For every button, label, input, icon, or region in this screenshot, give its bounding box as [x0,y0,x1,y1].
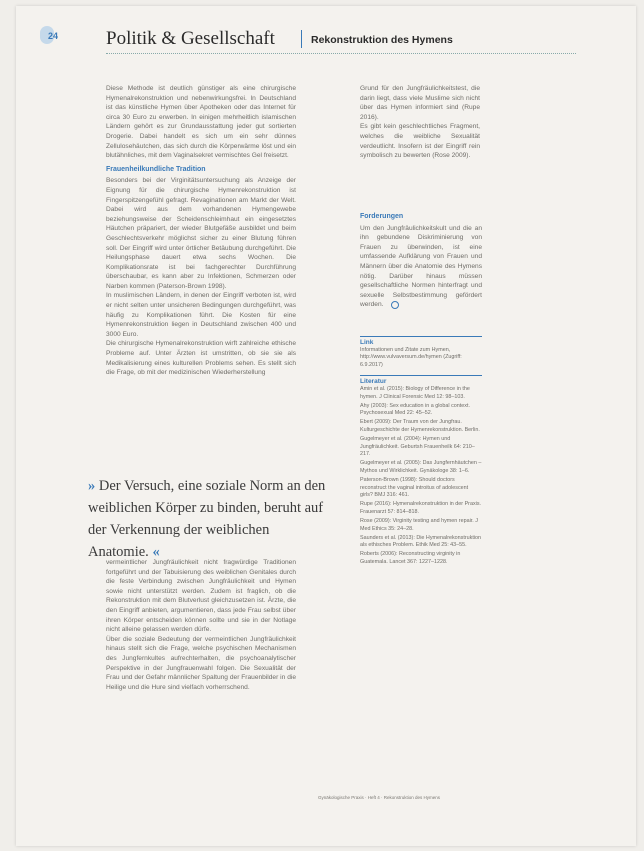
reference-item: Gugelmeyer et al. (2005): Das Jungfernhäutchen – Mythos und Wirklichkeit. Gynäkologe 38: 1–6. [360,460,482,474]
link-heading: Link [360,339,374,346]
reference-item: Saunders et al. (2013): Die Hymenalrekonstruktion als ethisches Problem. Ethik Med 25: 43–55. [360,534,482,549]
right-paragraph-2: Es gibt kein geschlechtliches Fragment, welches die weibliche Sexualität verdeutlicht. Insofern ist der Eingriff rein symbolisch zu bewerten (Rose 2009). [360,123,480,160]
sidebar-divider [360,336,482,337]
column-left-top [106,84,296,378]
link-text[interactable]: Informationen und Zitate zum Hymen, http://www.vulvaversum.de/hymen (Zugriff: 6.9.2017) [360,346,462,368]
page-number: 24 [48,31,59,41]
section-heading: Frauenheilkundliche Tradition [106,165,206,173]
section-paragraph-3: Die chirurgische Hymenalrekonstruktion wirft zahlreiche ethische Probleme auf. Unter Ärzten ist umstritten, ob sie sie als Medikalisierung eines kulturellen Problems sehen. Es stellt sich die Frage, ob mit der medizinischen Wiederherstellung [106,340,296,377]
reference-item: Ahy (2003): Sex education in a global context. Psychosexual Med 22: 45–52. [360,402,470,417]
intro-paragraph: Diese Methode ist deutlich günstiger als eine chirurgische Hymenalrekonstruktion und nebenwirkungsfrei. In Deutschland ist das künstliche Hymen über Apotheken oder das Internet für circa 30 Euro zu erwerben. In einigen mehrheitlich islamischen Ländern gehört es zur Grundausstattung jeder gut sortierten Drogerie. Dabei handelt es sich um ein sehr dünnes Zellulosehäutchen, das sich durch die Körperwärme löst und ein blutähnliches, mit dem Vaginalsekret vermischtes Gel freisetzt. [106,85,296,160]
quote-close-icon: « [152,544,160,560]
sidebar-divider-2 [360,375,482,376]
quote-open-icon: » [88,478,96,494]
pull-quote-text: Der Versuch, eine soziale Norm an den weiblichen Körper zu binden, beruht auf der Verkennung der weiblichen Anatomie. [88,478,326,560]
literature-heading: Literatur [360,378,387,386]
column-left-bottom [106,558,296,692]
section-paragraph: Besonders bei der Virginitätsuntersuchung als Anzeige der Eignung für die chirurgische Hymenrekonstruktion ist Fingerspitzengefühl gefragt. Revaginationen am Markt der Welt. Dabei wird aus dem vorhandenen Hymengewebe beziehungsweise der Scheidenschleimhaut ein eingesetztes Häutchen präpariert, der wieder Blutgefäße ausbildet und beim Geschlechtsverkehr möglichst sicher zu einer Blutung führen soll. Der Eingriff wird unter örtlicher Betäubung durchgeführt. Die Heilungsphase dauert etwa sechs Wochen. Die Komplikationsrate ist bei fachgerechter Durchführung überschaubar, es kann aber zu Infektionen, Schmerzen oder Narben kommen (Paterson-Brown 1998). [106,177,296,290]
section-title: Politik & Gesellschaft [106,28,275,49]
header-divider [106,53,576,54]
continued-paragraph-2: Über die soziale Bedeutung der vermeintlichen Jungfräulichkeit hinaus stellt sich die Frage, welche psychischen Mechanismen des Jungfernkultes aufrechterhalten, die psychoanalytischer Perspektive in der Jungfrauenwahl folgen. Die Sexualität der Frau und der Gefahr männlicher Spaltung der Frauenbilder in die Heilige und die Hure sind vielfach vorherrschend. [106,635,296,691]
reference-item: Amin et al. (2015): Biology of Difference in the hymen. J Clinical Forensic Med 12: 98–103. [360,385,470,400]
demands-heading: Forderungen [360,213,404,220]
reference-sidebar [360,330,482,568]
right-paragraph: Grund für den Jungfräulichkeitstest, die darin liegt, dass viele Muslime sich nicht über das Hymen informiert sind (Rupe 2016). [360,85,480,121]
reference-item: Roberts (2006): Reconstructing virginity in Guatemala. Lancet 367: 1227–1228. [360,551,461,565]
reference-item: Rose (2009): Virginity testing and hymen repair. J Med Ethics 35: 24–28. [360,517,478,532]
page-footer: Gynäkologische Praxis · Heft 4 · Rekonstruktion des Hymens [318,795,441,800]
pull-quote [88,475,328,563]
demands-paragraph [360,224,482,310]
demands-text: Um den Jungfräulichkeitskult und die an ihn gebundene Diskriminierung von Frauen zu überwinden, ist eine umfassende Aufklärung von Frauen und Männern über die Anatomie des Hymens nötig. Darüber hinaus müssen gesellschaftliche Normen hinterfragt und sexuelle Selbstbestimmung gefördert werden. [360,224,482,309]
reference-item: Ebert (2009): Der Traum von der Jungfrau. Kulturgeschichte der Hymenrekonstruktion. Berlin. [360,419,480,433]
continued-paragraph: vermeintlicher Jungfräulichkeit nicht fragwürdige Traditionen fortgeführt und der Tabuisierung des weiblichen Genitales durch die feste Verbindung zwischen Jungfräulichkeit und Hymen sowie nicht unterstützt werden. Zudem ist fraglich, ob die Rekonstruktion mit dem Blutverlust gleichzusetzen ist. Ärzte, die den Eingriff anbieten, argumentieren, dass jede Frau selbst über ihren Körper entscheiden können sollte und sie in der Notlage nicht alleine gelassen werden dürfe. [106,559,296,634]
reference-list [360,386,482,567]
reference-item: Gugelmeyer et al. (2004): Hymen und Jungfräulichkeit. Geburtsh Frauenheilk 64: 210–217. [360,436,475,458]
reference-item: Paterson-Brown (1998): Should doctors reconstruct the vaginal introitus of adolescent girls? BMJ 316: 461. [360,477,469,499]
column-right-top [360,84,480,161]
end-of-article-icon [391,301,399,309]
section-paragraph-2: In muslimischen Ländern, in denen der Eingriff verboten ist, wird er nicht selten unter unsicheren Bedingungen durchgeführt, was häufig zu Komplikationen führt. Die Kosten für eine Hymenrekonstruktion liegen in Deutschland zwischen 400 und 3000 Euro. [106,292,296,338]
column-right-demands [360,208,482,310]
title-separator [301,30,302,48]
article-subtitle: Rekonstruktion des Hymens [311,34,453,46]
reference-item: Rupe (2016): Hymenalrekonstruktion in der Praxis. Frauenarzt 57: 814–818. [360,501,482,515]
